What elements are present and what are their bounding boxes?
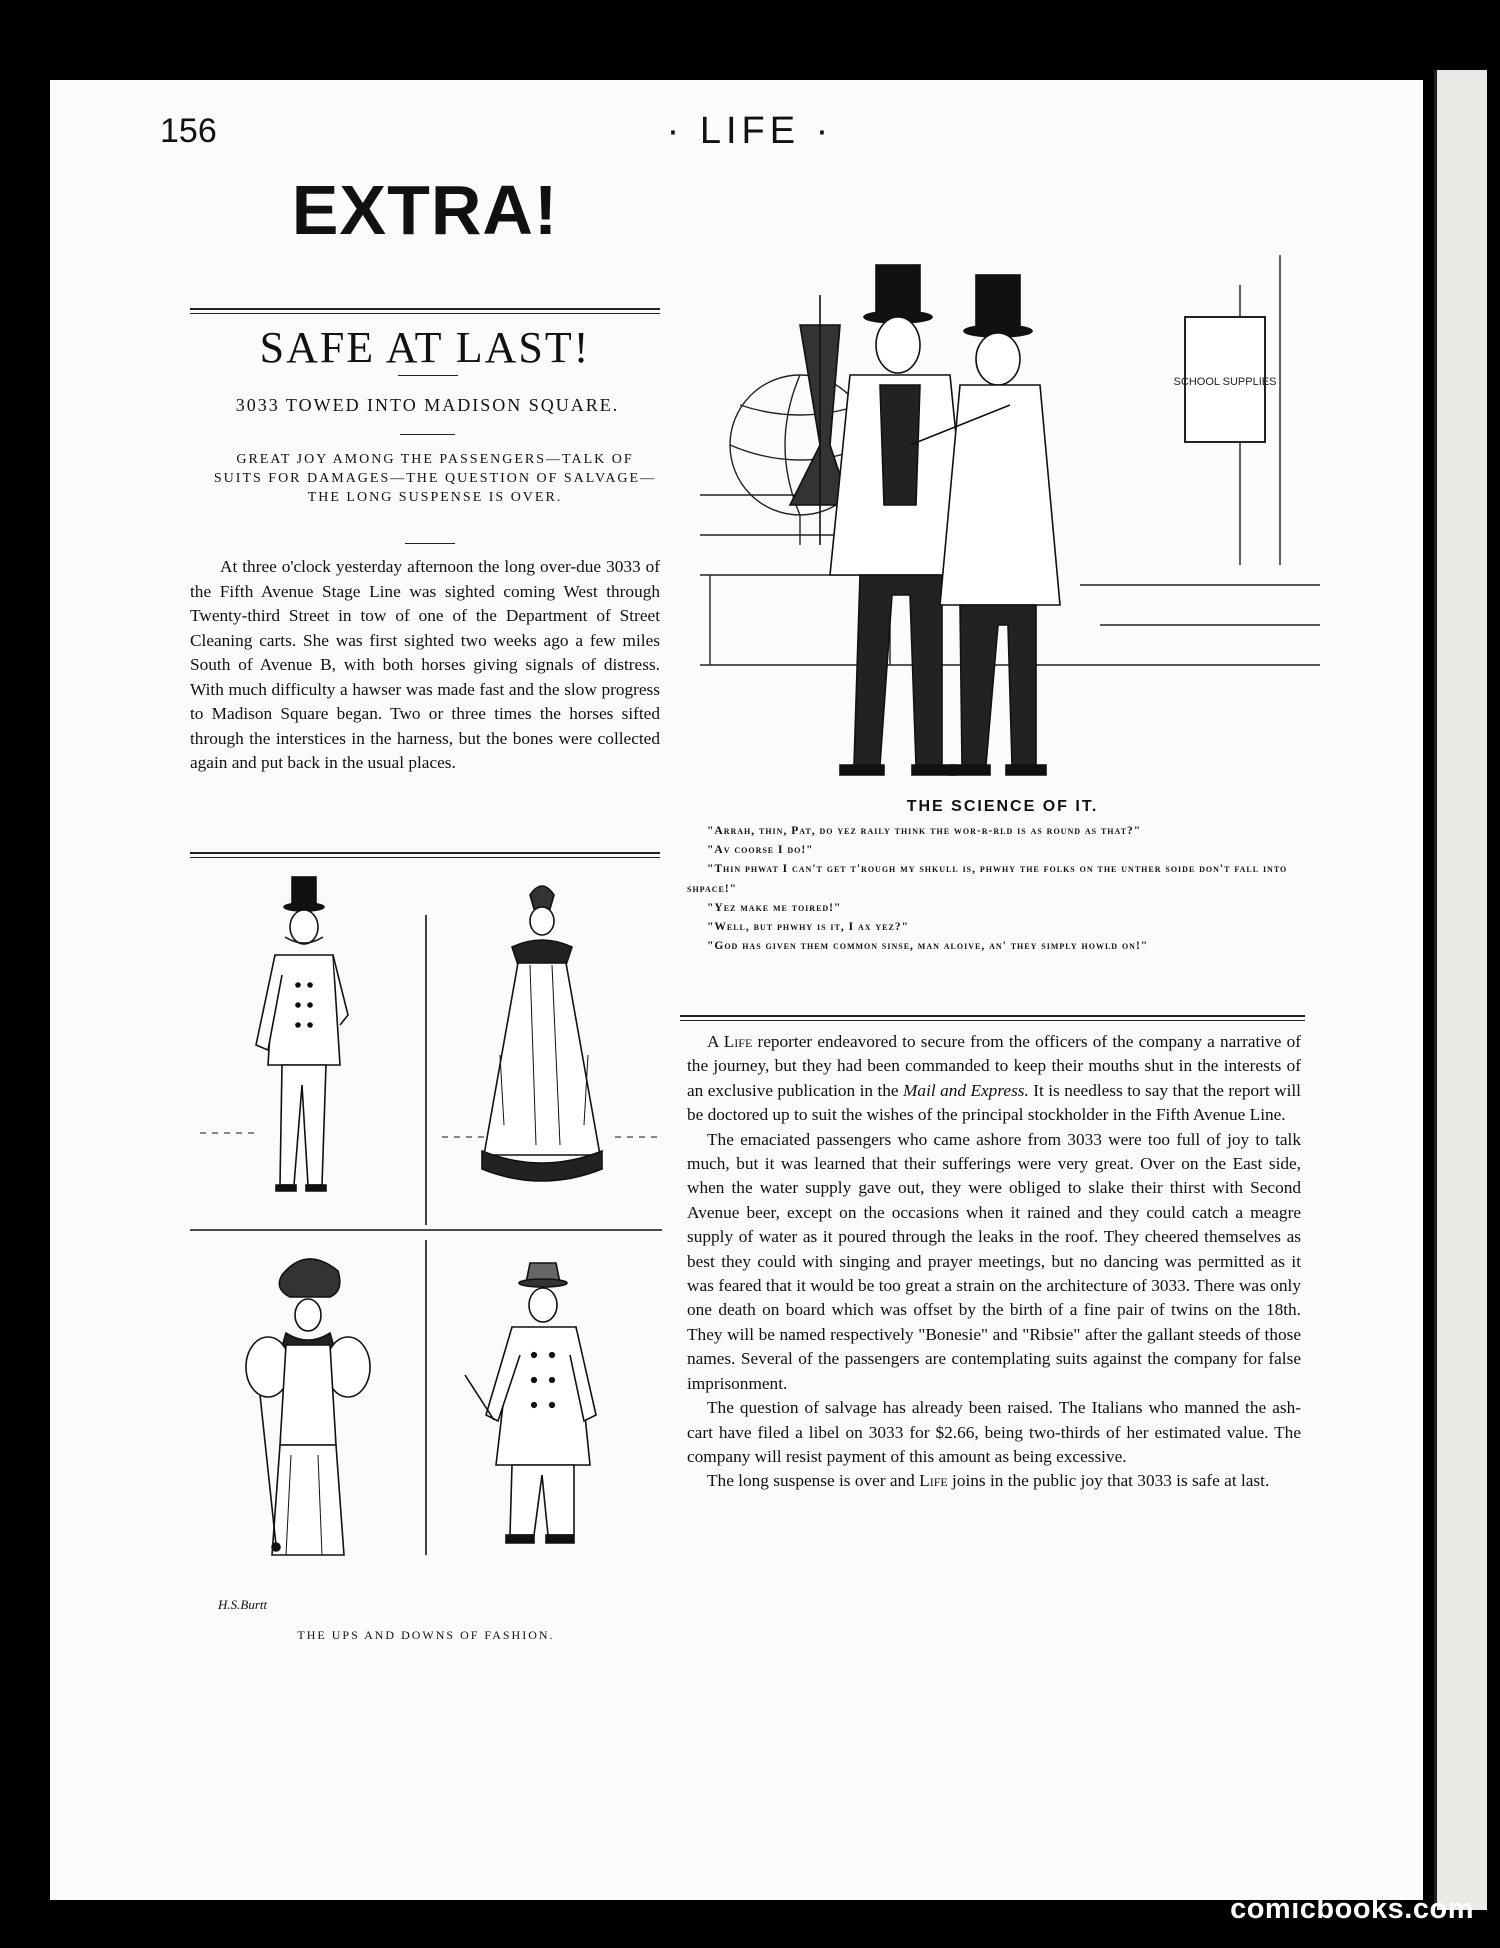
short-rule: [400, 434, 455, 435]
page-number: 156: [160, 112, 217, 150]
dialogue-line: "Yez make me toired!": [707, 901, 842, 914]
life-name: Life: [919, 1471, 948, 1491]
gentleman-figure: [256, 877, 348, 1191]
fashion-caption: THE UPS AND DOWNS OF FASHION.: [297, 1628, 555, 1642]
article-paragraph: The question of salvage has already been raised. The Italians who manned the ash-cart have filed a libel on 3033 for $2.66, being two-thirds of her estimated value. The company will resist payment of this amount as being excessive.: [687, 1398, 1301, 1466]
short-rule: [405, 543, 455, 544]
column-rule: [680, 1015, 1305, 1021]
headline-rule: [190, 308, 660, 314]
text-span: The long suspense is over and: [707, 1471, 920, 1491]
artist-signature: H.S.Burtt: [218, 1597, 268, 1612]
article-left-body: At three o'clock yesterday afternoon the long over-due 3033 of the Fifth Avenue Stage Line was sighted coming West through Twenty-third Street in tow of one of the Department of Street Cleaning carts. She was first sighted two weeks ago a few miles South of Avenue B, with both horses giving signals of distress. With much difficulty a hawser was made fast and the slow progress to Madison Square began. Two or three times the horses sifted through the interstices in the harness, but the bones were collected again and put back in the usual places.: [190, 557, 660, 772]
sign-text: SCHOOL SUPPLIES: [1173, 376, 1277, 388]
newspaper-name: Mail and Express.: [903, 1080, 1029, 1100]
article-paragraph: [687, 1469, 1301, 1493]
cartoon-illustration: [680, 245, 1325, 805]
cartoon-title: THE SCIENCE OF IT.: [906, 798, 1099, 815]
article-paragraph: [687, 1030, 1301, 1128]
dialogue-line: "Av coorse I do!": [707, 844, 814, 857]
short-rule: [398, 375, 458, 376]
text-span: It is needless to say that the report will be doctored up to suit the wishes of the principal stockholder in the Fifth Avenue Line.: [687, 1080, 1301, 1125]
lady-puff-sleeves-figure: [246, 1259, 370, 1555]
article-paragraph: The emaciated passengers who came ashore from 3033 were too full of joy to talk much, but it was learned that their sufferings were very great. Over on the East side, when the water supply gave out, they were obliged to slake their thirst with Second Avenue beer, except on the occasions when it rained and they could catch a meagre supply of water as it poured through the leaks in the roof. They cheered themselves as best they could with singing and prayer meetings, but no dancing was permitted as it was feared that it would be too great a strain on the architecture of 3033. There was only one death on board which was offset by the birth of a fine pair of twins on the 18th. They will be named respectively "Bonesie" and "Ribsie" after the gallant steeds of those names. Several of the passengers are contemplating suits against the company for false imprisonment.: [687, 1129, 1301, 1393]
dialogue-line: "Arrah, thin, Pat, do yez raily think the wor-r-rld is as round as that?": [707, 825, 1142, 837]
safe-headline: SAFE AT LAST!: [259, 323, 591, 372]
cartoon-dialogue: [687, 822, 1322, 956]
article-right-body: [687, 1030, 1301, 1494]
dialogue-line: "Well, but phwhy is it, I ax yez?": [707, 921, 909, 934]
watermark: comicbooks.com: [1230, 1893, 1474, 1925]
facing-page-edge: [1434, 70, 1487, 1910]
man-with-umbrella: [790, 265, 970, 775]
text-span: reporter endeavored to secure from the officers of the company a narrative of the journey, but they had been commanded to keep their mouths shut in the interests of an exclusive publication in the: [687, 1032, 1301, 1100]
text-span: joins in the public joy that 3033 is safe at last.: [947, 1471, 1270, 1491]
gentleman-overcoat-figure: [465, 1263, 596, 1543]
lady-cape-figure: [482, 886, 602, 1181]
masthead: · LIFE ·: [666, 110, 834, 152]
subheadline: 3033 TOWED INTO MADISON SQUARE.: [235, 395, 620, 415]
text-span: A: [707, 1032, 724, 1051]
fashion-illustration: [190, 855, 662, 1615]
life-name: Life: [723, 1032, 753, 1051]
dialogue-line: "God has given them common sinse, man aloive, an' they simply howld on!": [707, 940, 1149, 953]
dialogue-line: "Thin phwat I can't get t'rough my shkull is, phwhy the folks on the unther soide don't fall into shpace!": [687, 863, 1288, 895]
extra-headline: EXTRA!: [291, 171, 559, 249]
deck-text: GREAT JOY AMONG THE PASSENGERS—TALK OF SUITS FOR DAMAGES—THE QUESTION OF SALVAGE—THE LONG SUSPENSE IS OVER.: [213, 452, 657, 505]
